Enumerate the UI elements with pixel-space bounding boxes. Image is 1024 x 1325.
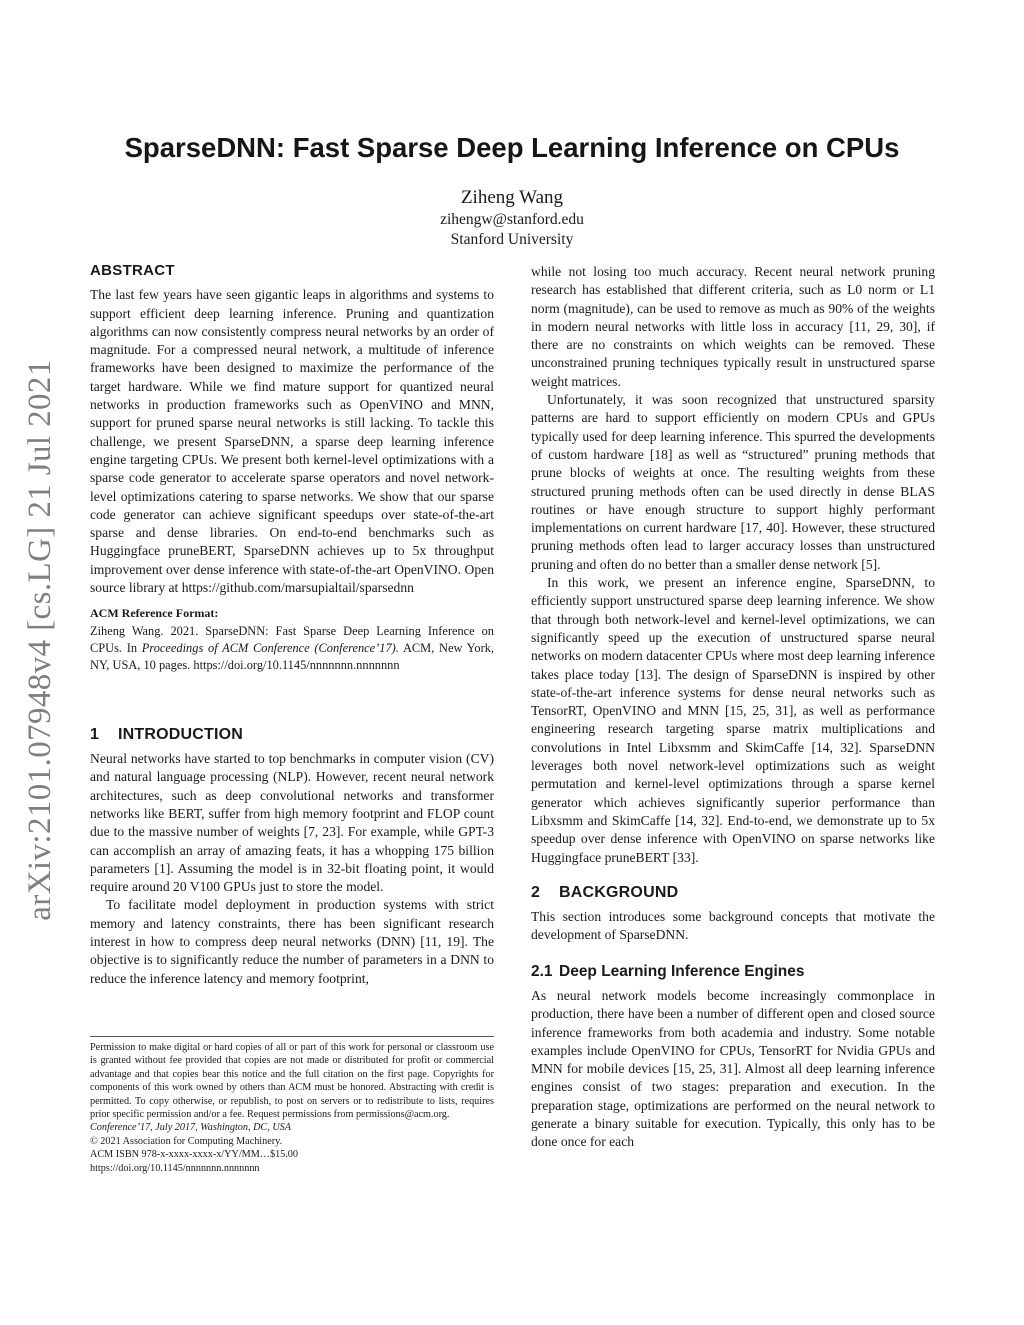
footnote-venue: Conference’17, July 2017, Washington, DC, USA xyxy=(90,1122,291,1134)
introduction-section xyxy=(90,726,494,988)
acm-reference-venue: Proceedings of ACM Conference (Conference’17). xyxy=(141,641,399,656)
intro-paragraph-2-continued: while not losing too much accuracy. Recent neural network pruning research has established that different criteria, such as L0 norm or L1 norm (magnitude), can be used to remove as much as 90% of the weights in modern neural networks with little loss in accuracy [11, 29, 30], if there are no constraints on which weights can be removed. These unconstrained pruning techniques typically result in unstructured sparse weight matrices. xyxy=(531,264,935,389)
section-title: INTRODUCTION xyxy=(118,725,244,743)
section-number: 1 xyxy=(90,725,100,743)
author-block xyxy=(312,186,712,250)
author-name: Ziheng Wang xyxy=(460,187,564,208)
footnote-copyright: © 2021 Association for Computing Machinery. xyxy=(90,1135,283,1147)
background-section xyxy=(531,884,935,945)
abstract-heading: ABSTRACT xyxy=(90,262,175,279)
left-column xyxy=(90,262,494,988)
section-title: BACKGROUND xyxy=(559,883,679,901)
intro-paragraph-4: In this work, we present an inference engine, SparseDNN, to efficiently support unstructured sparse deep learning inference. We show that through both network-level and kernel-level optimizations, we can significantly speed up the execution of unstructured sparse neural networks on modern datacenter CPUs where most deep learning inference takes place today [13]. The design of SparseDNN is inspired by other state-of-the-art inference systems for dense neural networks such as TensorRT, OpenVINO and MNN [15, 25, 31], as well as performance engineering research targeting sparse matrix multiplications and convolutions in Intel Libxsmm and SkimCaffe [14, 32]. SparseDNN leverages both novel network-level optimizations such as weight permutation and kernel-level optimizations through a sparse kernel generator which achieves significantly superior performance than Libxsmm and SkimCaffe [14, 32]. End-to-end, we demonstrate up to 5x speedup over dense inference with OpenVINO on sparse networks like Huggingface pruneBERT [33]. xyxy=(531,575,935,865)
subsection-heading xyxy=(531,963,935,981)
acm-reference-before: Ziheng Wang. 2021. SparseDNN: Fast Sparse Deep Learning Inference on CPUs. In xyxy=(90,624,494,656)
right-column xyxy=(531,263,935,1152)
footnote-doi: https://doi.org/10.1145/nnnnnnn.nnnnnnn xyxy=(90,1162,260,1174)
permission-footnote xyxy=(90,1036,494,1175)
author-affiliation: Stanford University xyxy=(450,231,574,248)
intro-paragraph-1: Neural networks have started to top benchmarks in computer vision (CV) and natural language processing (NLP). However, recent neural network architectures, such as deep convolutional networks and transformer networks like BERT, suffer from high memory footprint and FLOP count due to the massive number of weights [7, 23]. For example, while GPT-3 can accomplish an array of amazing feats, it has a whopping 175 billion parameters [1]. Assuming the model is in 32-bit floating point, it would require around 20 V100 GPUs just to store the model. xyxy=(90,751,494,895)
background-text: This section introduces some background concepts that motivate the development of SparseDNN. xyxy=(531,909,935,943)
paper-title: SparseDNN: Fast Sparse Deep Learning Inference on CPUs xyxy=(124,132,900,163)
acm-reference-heading: ACM Reference Format: xyxy=(90,606,219,621)
subsection-text: As neural network models become increasingly commonplace in production, there have been a number of different open and closed source inference frameworks from both academia and industry. Some notable examples include OpenVINO for CPUs, TensorRT for Nvidia GPUs and MNN for mobile devices [15, 25, 31]. Almost all deep learning inference engines consist of two stages: preparation and execution. In the preparation stage, optimizations are performed on the neural network to generate a binary suitable for execution. Typically, this only has to be done once for each xyxy=(531,987,935,1150)
background-heading xyxy=(531,884,935,902)
introduction-heading xyxy=(90,726,494,744)
abstract-text: The last few years have seen gigantic leaps in algorithms and systems to support efficient deep learning inference. Pruning and quantization algorithms can now consistently compress neural networks by an order of magnitude. For a compressed neural network, a multitude of inference frameworks have been designed to maximize the performance of the target hardware. While we find mature support for quantized neural networks in production frameworks such as OpenVINO and MNN, support for pruned sparse neural networks is still lacking. To tackle this challenge, we present SparseDNN, a sparse deep learning inference engine targeting CPUs. We present both kernel-level optimizations with a sparse code generator to accelerate sparse operators and novel network-level optimizations catering to sparse networks. We show that our sparse code generator can achieve significant speedups over state-of-the-art sparse and dense libraries. On end-to-end benchmarks such as Huggingface pruneBERT, SparseDNN achieves up to 5x throughput improvement over dense inference with state-of-the-art OpenVINO. Open source library at https://github.com/marsupialtail/sparsednn xyxy=(90,287,494,596)
arxiv-stamp: arXiv:2101.07948v4 [cs.LG] 21 Jul 2021 xyxy=(22,359,58,921)
inference-engines-section xyxy=(531,963,935,1152)
footnote-isbn: ACM ISBN 978-x-xxxx-xxxx-x/YY/MM…$15.00 xyxy=(90,1149,298,1161)
intro-paragraph-2: To facilitate model deployment in production systems with strict memory and latency constraints, there has been significant research interest in how to compress deep neural networks (DNN) [11, 19]. The objective is to significantly reduce the number of parameters in a DNN to reduce the inference latency and memory footprint, xyxy=(90,897,494,986)
subsection-number: 2.1 xyxy=(531,962,553,980)
footnote-permission: Permission to make digital or hard copies of all or part of this work for personal or classroom use is granted without fee provided that copies are not made or distributed for profit or commercial advantage and that copies bear this notice and the full citation on the first page. Copyrights for components of this work owned by others than ACM must be honored. Abstracting with credit is permitted. To copy otherwise, or republish, to post on servers or to redistribute to lists, requires prior specific permission and/or a fee. Request permissions from permissions@acm.org. xyxy=(90,1042,494,1121)
intro-paragraph-3: Unfortunately, it was soon recognized that unstructured sparsity patterns are hard to support efficiently on modern CPUs and GPUs typically used for deep learning inference. This spurred the developments of custom hardware [18] as well as “structured” pruning methods that prune blocks of weights at once. The resulting weights from these structured pruning methods often can be used directly in dense BLAS routines or have enough structure to support highly performant implementations on current hardware [17, 40]. However, these structured pruning methods often lead to larger accuracy losses than unstructured pruning and often do no better than a smaller dense network [5]. xyxy=(531,392,935,572)
subsection-title: Deep Learning Inference Engines xyxy=(559,962,805,980)
author-email: zihengw@stanford.edu xyxy=(440,211,584,228)
acm-reference-text xyxy=(90,623,494,673)
section-number: 2 xyxy=(531,883,541,901)
acm-reference-after: ACM, New York, NY, USA, 10 pages. https://doi.org/10.1145/nnnnnnn.nnnnnnn xyxy=(90,641,494,672)
